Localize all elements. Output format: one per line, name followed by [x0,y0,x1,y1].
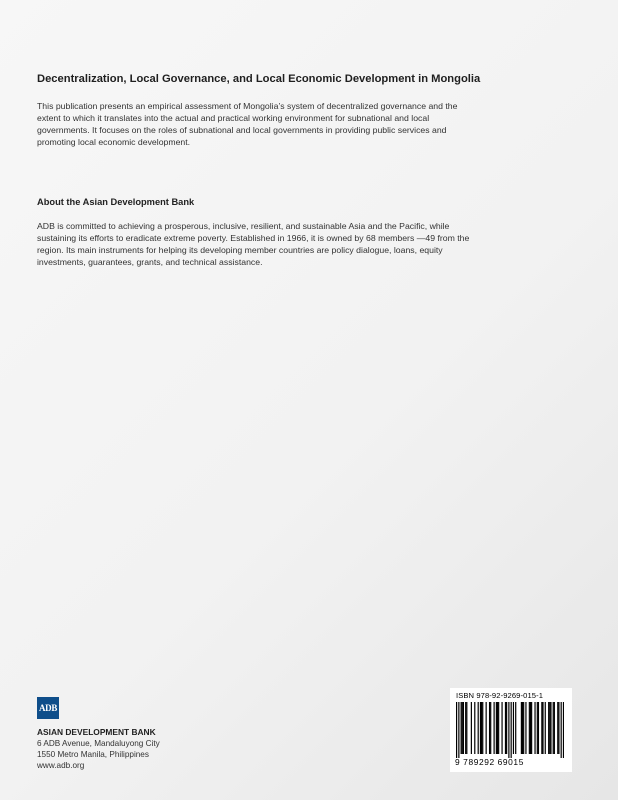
adb-logo [37,697,59,719]
barcode-bar [545,702,546,754]
main-content [37,72,482,268]
barcode-bar [474,702,475,754]
barcode-bar [558,702,559,754]
publisher-name: ASIAN DEVELOPMENT BANK [37,727,156,737]
barcode-bar [486,702,487,754]
barcode-bar [506,702,507,754]
barcode-bar [522,702,523,754]
barcode-bar [482,702,483,754]
barcode-bar [561,702,562,758]
barcode-bar [521,702,522,754]
barcode-bar [456,702,457,758]
barcode-bar [549,702,550,754]
publisher-address-line1: 6 ADB Avenue, Mandaluyong City [37,739,160,748]
barcode-bar [489,702,490,754]
barcode-bar [466,702,467,754]
barcode-bar [529,702,530,754]
adb-logo-text: ADB [38,703,58,713]
barcode-bar [538,702,539,754]
barcode-digits: 9 789292 69015 [455,757,524,767]
about-body: ADB is committed to achieving a prosperous, inclusive, resilient, and sustainable Asia and the Pacific, while sustaining its efforts to eradicate extreme poverty. Established in 1966, it is owned by 68 members —49 from the region. Its main instruments for helping its developing member countries are policy dialogue, loans, equity investments, guarantees, grants, and technical assistance. [37,221,470,267]
barcode-bar [511,702,512,758]
barcode-bar [508,702,509,758]
publication-description: This publication presents an empirical assessment of Mongolia’s system of decentralized governance and the extent to which it translates into the actual and practical working environment for subnational and local governments. It focuses on the roles of subnational and local governments in providing public services and promoting local economic development. [37,101,458,147]
barcode-bar [523,702,524,754]
publisher-address-line2: 1550 Metro Manila, Philippines [37,750,149,759]
barcode-bar [541,702,542,754]
barcode-bar [471,702,472,754]
barcode-bar [465,702,466,754]
about-heading: About the Asian Development Bank [37,197,195,207]
barcode-bar [553,702,554,754]
barcode-bar [525,702,526,754]
barcode-bar [490,702,491,754]
barcode-bar [563,702,564,758]
barcode-bar [505,702,506,754]
barcode-bar [462,702,463,754]
barcode-bar [497,702,498,754]
publication-title: Decentralization, Local Governance, and Local Economic Development in Mongolia [37,73,481,85]
barcode-bar [481,702,482,754]
isbn-barcode [450,688,572,772]
isbn-number: ISBN 978-92-9269-015-1 [456,691,544,700]
barcode-bar [531,702,532,754]
barcode-bar [498,702,499,754]
barcode-bars [456,702,564,758]
barcode-bar [494,702,495,754]
barcode-bar [480,702,481,754]
barcode-bar [548,702,549,754]
barcode-bar [557,702,558,754]
barcode-bar [458,702,459,758]
barcode-bar [534,702,535,754]
barcode-bar [542,702,543,754]
barcode-bar [461,702,462,754]
barcode-bar [478,702,479,754]
publisher-block [37,697,160,771]
publisher-website: www.adb.org [37,761,85,770]
barcode-bar [496,702,497,754]
barcode-bar [530,702,531,754]
barcode-bar [554,702,555,754]
barcode-bar [513,702,514,754]
barcode-bar [501,702,502,754]
barcode-bar [550,702,551,754]
barcode-bar [515,702,516,754]
barcode-bar [537,702,538,754]
barcode-bar [463,702,464,754]
